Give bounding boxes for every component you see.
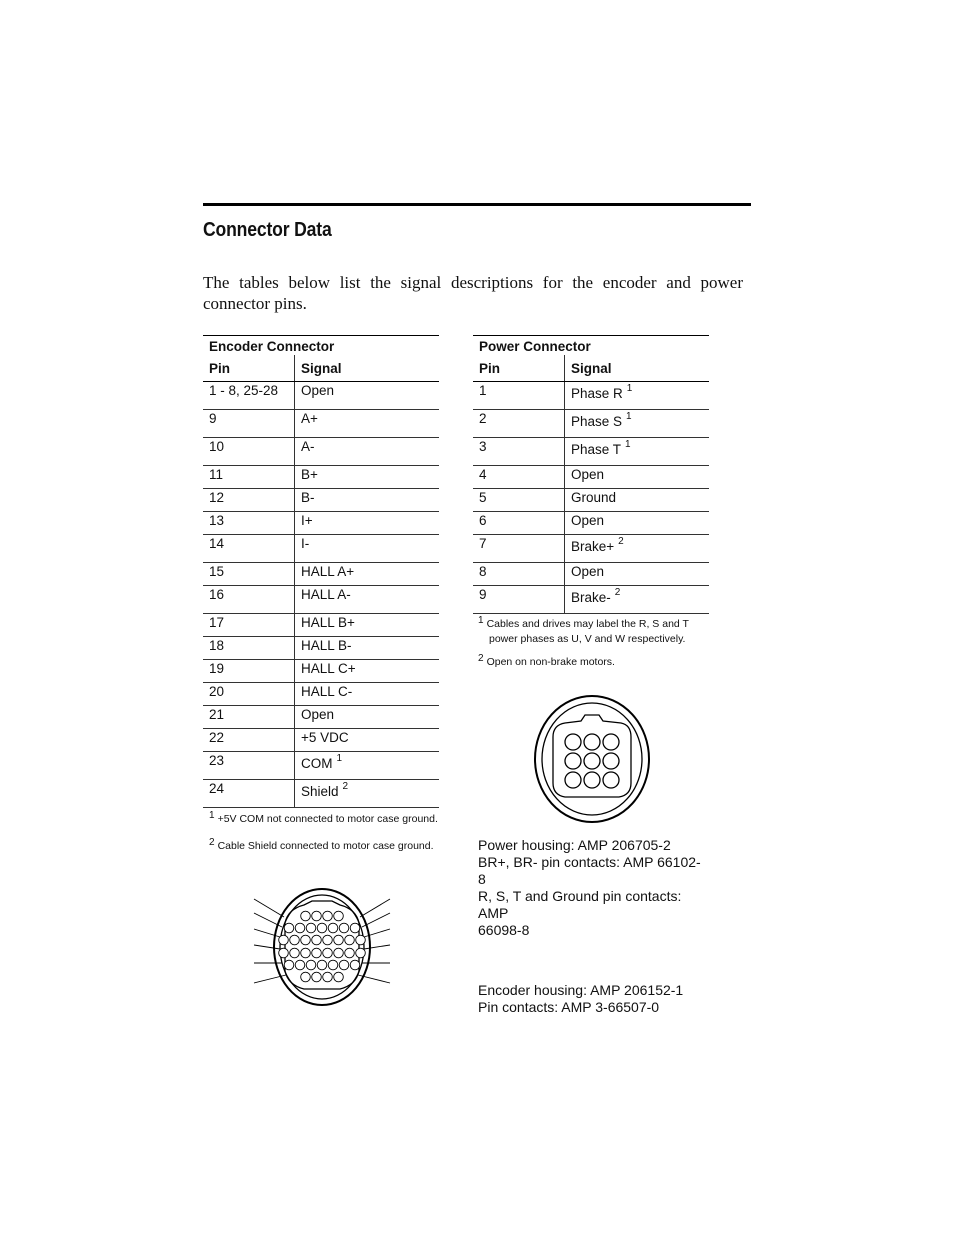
- table-row: [203, 512, 439, 535]
- table-row: [473, 410, 709, 438]
- phase-contacts-text-cont: 66098-8: [478, 922, 530, 938]
- pin-cell: 1: [473, 382, 565, 410]
- table-row: [473, 586, 709, 614]
- connector-pin: [334, 972, 344, 982]
- connector-pin: [584, 734, 600, 750]
- signal-text: B-: [301, 490, 315, 505]
- pin-cell: 6: [473, 512, 565, 535]
- connector-pin: [603, 734, 619, 750]
- pin-cell: 15: [203, 563, 295, 586]
- connector-pin: [306, 923, 316, 933]
- power-footnote-2: [478, 655, 615, 670]
- encoder-footnote-2: [209, 839, 434, 854]
- power-footnote-1: [478, 617, 689, 647]
- encoder-parts-info: [478, 982, 708, 1016]
- connector-pin: [317, 960, 327, 970]
- connector-pin: [301, 972, 311, 982]
- section-title: Connector Data: [203, 219, 332, 241]
- table-row: [203, 660, 439, 683]
- connector-pin: [345, 948, 355, 958]
- power-connector-table: [473, 335, 709, 614]
- pin-cell: 16: [203, 586, 295, 614]
- signal-text: Open: [301, 707, 335, 722]
- signal-cell: [565, 563, 710, 586]
- power-col-pin: Pin: [473, 355, 565, 382]
- pin-cell: 13: [203, 512, 295, 535]
- pin-cell: 4: [473, 466, 565, 489]
- signal-text: Open: [571, 564, 605, 579]
- signal-cell: [565, 410, 710, 438]
- connector-pin: [323, 911, 333, 921]
- signal-cell: [295, 563, 440, 586]
- signal-text: Phase S: [571, 414, 623, 429]
- pin-cell: 24: [203, 780, 295, 808]
- encoder-table-caption: Encoder Connector: [203, 336, 439, 356]
- power-col-signal: Signal: [565, 355, 710, 382]
- connector-pin: [339, 923, 349, 933]
- footnote-text-cont: power phases as U, V and W respectively.: [489, 633, 686, 645]
- encoder-table-body: [203, 382, 439, 808]
- connector-pin: [334, 948, 344, 958]
- pin-cell: 23: [203, 752, 295, 780]
- table-row: [203, 410, 439, 438]
- connector-pin: [356, 935, 366, 945]
- connector-pin: [350, 960, 360, 970]
- connector-pin: [350, 923, 360, 933]
- signal-cell: [295, 586, 440, 614]
- footnote-text: +5V COM not connected to motor case ground.: [217, 813, 438, 825]
- signal-cell: [295, 660, 440, 683]
- connector-pin: [356, 948, 366, 958]
- connector-pin: [328, 923, 338, 933]
- pin-cell: 22: [203, 729, 295, 752]
- connector-pin: [312, 935, 322, 945]
- intro-paragraph: The tables below list the signal descriptions for the encoder and power connector pins.: [203, 273, 743, 313]
- table-row: [203, 489, 439, 512]
- encoder-footnote-1: [209, 812, 438, 827]
- connector-pin: [323, 948, 333, 958]
- connector-pin: [584, 772, 600, 788]
- connector-pin: [328, 960, 338, 970]
- table-row: [473, 563, 709, 586]
- signal-text: Ground: [571, 490, 617, 505]
- encoder-housing-text: Encoder housing: AMP 206152-1: [478, 982, 684, 998]
- connector-pin: [584, 753, 600, 769]
- connector-pin: [290, 935, 300, 945]
- signal-text: A+: [301, 411, 318, 426]
- table-row: [473, 438, 709, 466]
- pin-cell: 8: [473, 563, 565, 586]
- connector-pin: [284, 960, 294, 970]
- connector-pin: [301, 935, 311, 945]
- footnote-ref: 2: [342, 781, 349, 792]
- footnote-mark: 1: [478, 615, 484, 626]
- connector-pin: [290, 948, 300, 958]
- signal-text: +5 VDC: [301, 730, 349, 745]
- table-row: [203, 586, 439, 614]
- pin-cell: 9: [473, 586, 565, 614]
- table-row: [203, 683, 439, 706]
- signal-cell: [295, 382, 440, 410]
- signal-text: Brake+: [571, 539, 615, 554]
- signal-cell: [295, 752, 440, 780]
- footnote-ref: 1: [626, 411, 632, 422]
- signal-text: Brake-: [571, 590, 611, 605]
- signal-text: Phase R: [571, 386, 623, 401]
- table-row: [473, 489, 709, 512]
- signal-text: Open: [571, 513, 605, 528]
- pin-cell: 14: [203, 535, 295, 563]
- connector-pin: [345, 935, 355, 945]
- connector-pin: [295, 960, 305, 970]
- table-row: [473, 382, 709, 410]
- signal-text: Shield: [301, 784, 339, 799]
- power-connector-diagram: [533, 693, 651, 825]
- power-table-caption: Power Connector: [473, 336, 709, 356]
- table-row: [203, 637, 439, 660]
- encoder-contacts-text: Pin contacts: AMP 3-66507-0: [478, 999, 660, 1015]
- signal-cell: [295, 466, 440, 489]
- signal-text: HALL B+: [301, 615, 355, 630]
- footnote-text: Cables and drives may label the R, S and T: [486, 618, 689, 630]
- footnote-ref: 1: [336, 753, 343, 764]
- table-row: [203, 466, 439, 489]
- signal-cell: [295, 410, 440, 438]
- power-table-body: [473, 382, 709, 614]
- signal-cell: [295, 535, 440, 563]
- footnote-text: Open on non-brake motors.: [486, 656, 615, 668]
- connector-pin: [284, 923, 294, 933]
- encoder-connector-diagram: [252, 883, 392, 1013]
- footnote-mark: 2: [478, 653, 484, 664]
- signal-text: HALL A+: [301, 564, 355, 579]
- signal-text: HALL A-: [301, 587, 351, 602]
- table-row: [203, 382, 439, 410]
- connector-pin: [334, 911, 344, 921]
- signal-cell: [295, 512, 440, 535]
- signal-text: HALL C+: [301, 661, 356, 676]
- signal-cell: [295, 683, 440, 706]
- connector-pin: [334, 935, 344, 945]
- table-row: [203, 563, 439, 586]
- pin-cell: 12: [203, 489, 295, 512]
- connector-pin: [603, 753, 619, 769]
- connector-pin: [565, 753, 581, 769]
- connector-pin: [312, 972, 322, 982]
- signal-text: COM: [301, 756, 333, 771]
- table-row: [203, 729, 439, 752]
- signal-text: I-: [301, 536, 310, 551]
- footnote-ref: 2: [618, 536, 624, 547]
- signal-text: B+: [301, 467, 318, 482]
- connector-pin: [279, 948, 289, 958]
- footnote-mark: 1: [209, 810, 215, 821]
- pin-cell: 2: [473, 410, 565, 438]
- brake-contacts-text: BR+, BR- pin contacts: AMP 66102-8: [478, 854, 701, 887]
- connector-pin: [312, 911, 322, 921]
- table-row: [473, 535, 709, 563]
- connector-pin: [603, 772, 619, 788]
- connector-pin: [339, 960, 349, 970]
- pin-cell: 3: [473, 438, 565, 466]
- footnote-ref: 1: [626, 383, 633, 394]
- signal-cell: [565, 466, 710, 489]
- signal-text: A-: [301, 439, 315, 454]
- pin-cell: 5: [473, 489, 565, 512]
- connector-pin: [279, 935, 289, 945]
- table-row: [203, 706, 439, 729]
- signal-cell: [565, 489, 710, 512]
- connector-pin: [565, 734, 581, 750]
- signal-cell: [295, 614, 440, 637]
- table-row: [203, 752, 439, 780]
- encoder-connector-table: [203, 335, 439, 808]
- connector-pin: [317, 923, 327, 933]
- footnote-ref: 2: [614, 587, 621, 598]
- signal-cell: [295, 438, 440, 466]
- footnote-ref: 1: [625, 439, 631, 450]
- signal-text: HALL B-: [301, 638, 352, 653]
- pin-cell: 20: [203, 683, 295, 706]
- table-row: [473, 466, 709, 489]
- signal-cell: [565, 382, 710, 410]
- connector-pin: [301, 948, 311, 958]
- signal-text: I+: [301, 513, 313, 528]
- phase-contacts-text: R, S, T and Ground pin contacts: AMP: [478, 888, 682, 921]
- signal-cell: [295, 729, 440, 752]
- signal-cell: [295, 780, 440, 808]
- signal-text: HALL C-: [301, 684, 353, 699]
- encoder-col-signal: Signal: [295, 355, 440, 382]
- connector-pin: [301, 911, 311, 921]
- table-row: [203, 438, 439, 466]
- pin-cell: 7: [473, 535, 565, 563]
- table-row: [203, 535, 439, 563]
- pin-cell: 19: [203, 660, 295, 683]
- connector-pin: [565, 772, 581, 788]
- pin-cell: 10: [203, 438, 295, 466]
- footnote-text: Cable Shield connected to motor case ground.: [217, 840, 434, 852]
- connector-pin: [323, 972, 333, 982]
- signal-cell: [565, 512, 710, 535]
- signal-cell: [565, 535, 710, 563]
- pin-cell: 18: [203, 637, 295, 660]
- connector-pin: [295, 923, 305, 933]
- table-row: [203, 780, 439, 808]
- table-row: [473, 512, 709, 535]
- table-row: [203, 614, 439, 637]
- signal-cell: [295, 637, 440, 660]
- pin-cell: 9: [203, 410, 295, 438]
- power-housing-text: Power housing: AMP 206705-2: [478, 837, 671, 853]
- signal-text: Open: [571, 467, 605, 482]
- pin-cell: 21: [203, 706, 295, 729]
- pin-cell: 1 - 8, 25-28: [203, 382, 295, 410]
- signal-cell: [565, 438, 710, 466]
- signal-text: Phase T: [571, 442, 622, 457]
- encoder-col-pin: Pin: [203, 355, 295, 382]
- connector-pin: [306, 960, 316, 970]
- signal-text: Open: [301, 383, 335, 398]
- pin-cell: 11: [203, 466, 295, 489]
- signal-cell: [295, 489, 440, 512]
- connector-pin: [323, 935, 333, 945]
- signal-cell: [295, 706, 440, 729]
- footnote-mark: 2: [209, 837, 215, 848]
- section-top-rule: [203, 203, 751, 206]
- pin-cell: 17: [203, 614, 295, 637]
- connector-pin: [312, 948, 322, 958]
- power-parts-info: [478, 837, 708, 939]
- signal-cell: [565, 586, 710, 614]
